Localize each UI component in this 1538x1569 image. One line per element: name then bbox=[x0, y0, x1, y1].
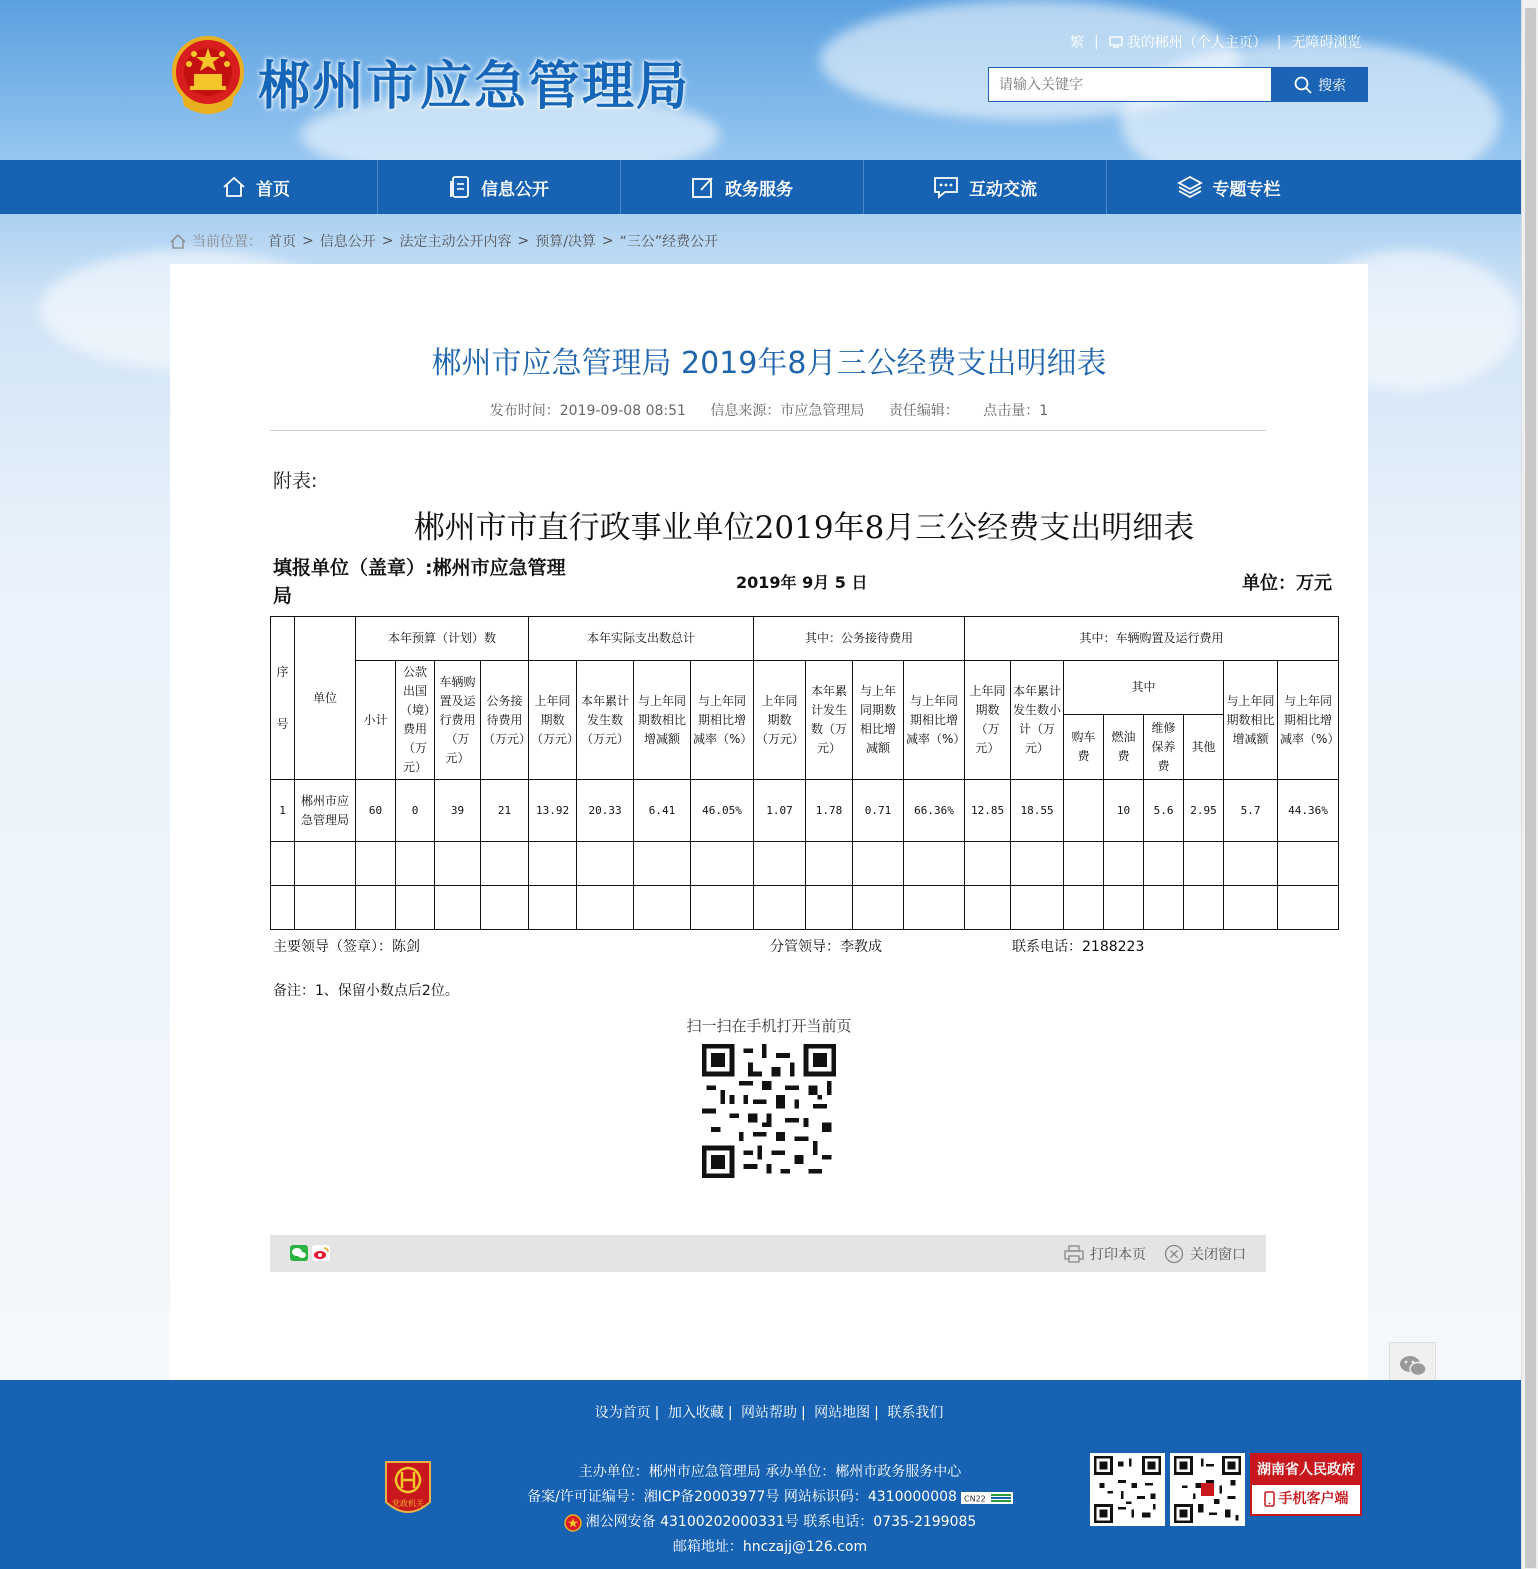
nav-item-topics[interactable] bbox=[1107, 160, 1350, 214]
money-unit: 单位：万元 bbox=[1242, 573, 1332, 594]
traditional-chinese-link[interactable]: 繁 bbox=[1070, 35, 1084, 51]
col-header: 与上年同期相比增减率（%） bbox=[1278, 661, 1339, 780]
share-bar bbox=[270, 1235, 1266, 1272]
monitor-icon bbox=[1109, 36, 1123, 48]
qr-caption: 扫一扫在手机打开当前页 bbox=[686, 1017, 852, 1035]
footer-link-sitemap[interactable]: 网站地图 bbox=[814, 1405, 871, 1421]
footer-link-favorite[interactable]: 加入收藏 bbox=[667, 1405, 724, 1421]
divider bbox=[270, 430, 1266, 431]
wechat-share-icon[interactable] bbox=[290, 1245, 308, 1261]
col-header: 公款出国（境）费用（万元） bbox=[396, 661, 435, 780]
article-title: 郴州市应急管理局 2019年8月三公经费支出明细表 bbox=[431, 346, 1107, 381]
table-cell: 66.36% bbox=[904, 780, 965, 842]
table-cell: 0.71 bbox=[853, 780, 904, 842]
accessible-browse-link[interactable]: 无障碍浏览 bbox=[1291, 35, 1362, 51]
col-header: 上年同期数（万元） bbox=[965, 661, 1011, 780]
header-sub: 其中 bbox=[1064, 661, 1224, 715]
nav-item-info[interactable] bbox=[378, 160, 621, 214]
site-title: 郴州市应急管理局 bbox=[258, 57, 691, 117]
search-button-label: 搜索 bbox=[1318, 77, 1346, 94]
search-button[interactable] bbox=[1272, 67, 1368, 102]
layers-icon bbox=[1177, 175, 1203, 199]
table-cell: 5.6 bbox=[1144, 780, 1184, 842]
weibo-share-icon[interactable] bbox=[312, 1245, 330, 1261]
nav-item-home[interactable] bbox=[135, 160, 378, 214]
breadcrumb-item-legal[interactable]: 法定主动公开内容 bbox=[399, 234, 512, 250]
home-icon bbox=[222, 176, 246, 198]
fill-date: 2019年 9月 5 日 bbox=[736, 573, 868, 592]
table-cell: 2.95 bbox=[1184, 780, 1224, 842]
table-cell: 1.07 bbox=[754, 780, 806, 842]
main-leader: 主要领导（签章）：陈剑 bbox=[273, 939, 420, 955]
breadcrumb-separator: > bbox=[302, 233, 314, 249]
info-source: 信息来源：市应急管理局 bbox=[710, 403, 865, 419]
col-header: 购车费 bbox=[1064, 715, 1104, 780]
table-cell: 60 bbox=[356, 780, 396, 842]
table-cell: 5.7 bbox=[1224, 780, 1278, 842]
table-cell: 44.36% bbox=[1278, 780, 1339, 842]
col-header: 维修保养费 bbox=[1144, 715, 1184, 780]
breadcrumb-separator: > bbox=[381, 233, 394, 249]
party-badge-label: 党政机关 bbox=[392, 1499, 424, 1508]
table-cell bbox=[1064, 780, 1104, 842]
party-government-badge-icon[interactable] bbox=[382, 1458, 434, 1522]
separator: | bbox=[1276, 34, 1282, 50]
col-header: 燃油费 bbox=[1104, 715, 1144, 780]
col-header: 车辆购置及运行费用（万元） bbox=[435, 661, 481, 780]
header-budget: 本年预算（计划）数 bbox=[356, 617, 529, 661]
footer-police-row bbox=[470, 1510, 1070, 1535]
table-row-empty bbox=[271, 886, 1339, 930]
col-header: 公务接待费用（万元） bbox=[481, 661, 529, 780]
police-emblem-icon bbox=[564, 1514, 582, 1532]
click-count: 点击量：1 bbox=[983, 403, 1049, 419]
col-header: 本年累计发生数（万元） bbox=[806, 661, 853, 780]
close-window-label: 关闭窗口 bbox=[1190, 1247, 1246, 1263]
nav-item-label: 互动交流 bbox=[969, 179, 1037, 200]
search-box bbox=[988, 67, 1368, 102]
breadcrumb-item-home[interactable]: 首页 bbox=[268, 234, 296, 250]
fill-unit: 填报单位（盖章）:郴州市应急管理局 bbox=[273, 557, 566, 607]
cn-domain-badge-icon bbox=[961, 1492, 1013, 1504]
footer-record: 备案/许可证编号：湘ICP备20003977号 网站标识码：4310000008 bbox=[527, 1489, 957, 1505]
table-row-empty bbox=[271, 842, 1339, 886]
breadcrumb-separator: > bbox=[601, 233, 614, 249]
national-emblem-icon bbox=[172, 36, 244, 114]
hunan-gov-app-badge[interactable] bbox=[1250, 1453, 1362, 1516]
qr-code-icon bbox=[702, 1044, 836, 1178]
breadcrumb-separator: > bbox=[517, 233, 530, 249]
header-actual: 本年实际支出数总计 bbox=[529, 617, 754, 661]
search-input[interactable] bbox=[988, 67, 1272, 102]
breadcrumb-item-three-public[interactable]: “三公”经费公开 bbox=[619, 234, 719, 250]
header-unit: 单位 bbox=[295, 617, 356, 780]
col-header: 本年累计发生数小计（万元） bbox=[1011, 661, 1064, 780]
breadcrumb-item-info[interactable]: 信息公开 bbox=[319, 234, 376, 250]
col-header: 与上年同期相比增减率（%） bbox=[904, 661, 965, 780]
document-icon bbox=[449, 175, 471, 199]
page-scrollbar[interactable] bbox=[1521, 0, 1538, 1569]
col-header: 与上年同期数相比增减额 bbox=[634, 661, 691, 780]
expense-table bbox=[270, 616, 1339, 930]
table-cell: 6.41 bbox=[634, 780, 691, 842]
nav-item-label: 政务服务 bbox=[725, 179, 793, 200]
col-header: 其他 bbox=[1184, 715, 1224, 780]
footer bbox=[0, 1380, 1521, 1569]
breadcrumb-label: 当前位置： bbox=[192, 234, 262, 250]
footer-email: 邮箱地址：hnczajj@126.com bbox=[672, 1539, 868, 1555]
footer-qr-code-icon bbox=[1170, 1453, 1245, 1526]
hunan-gov-label: 湖南省人民政府 bbox=[1252, 1455, 1360, 1485]
footer-link-help[interactable]: 网站帮助 bbox=[741, 1405, 797, 1421]
close-window-button[interactable] bbox=[1164, 1244, 1246, 1264]
phone-icon bbox=[1264, 1491, 1275, 1507]
col-header: 小计 bbox=[356, 661, 396, 780]
header-reception: 其中：公务接待费用 bbox=[754, 617, 965, 661]
my-chenzhou-label: 我的郴州（个人主页） bbox=[1126, 35, 1267, 51]
breadcrumb bbox=[170, 231, 718, 251]
col-header: 与上年同期相比增减率（%） bbox=[691, 661, 754, 780]
col-header: 上年同期数（万元） bbox=[754, 661, 806, 780]
print-label: 打印本页 bbox=[1090, 1247, 1146, 1263]
header-seq: 序号 bbox=[271, 617, 295, 780]
appendix-label: 附表: bbox=[273, 470, 318, 492]
table-cell: 20.33 bbox=[577, 780, 634, 842]
remark: 备注：1、保留小数点后2位。 bbox=[273, 983, 459, 999]
table-cell: 12.85 bbox=[965, 780, 1011, 842]
nav-item-label: 信息公开 bbox=[481, 179, 549, 200]
my-chenzhou-link[interactable] bbox=[1109, 32, 1267, 52]
chat-icon bbox=[933, 175, 959, 199]
footer-link-contact[interactable]: 联系我们 bbox=[887, 1405, 944, 1421]
header-vehicle: 其中：车辆购置及运行费用 bbox=[965, 617, 1339, 661]
table-cell: 10 bbox=[1104, 780, 1144, 842]
nav-item-label: 首页 bbox=[256, 179, 290, 200]
wechat-icon bbox=[1398, 1353, 1428, 1379]
footer-sponsor: 主办单位：郴州市应急管理局 承办单位：郴州市政务服务中心 bbox=[578, 1464, 962, 1480]
edit-icon bbox=[691, 175, 715, 199]
table-cell: 1 bbox=[271, 780, 295, 842]
table-cell: 39 bbox=[435, 780, 481, 842]
nav-item-label: 专题专栏 bbox=[1212, 179, 1281, 200]
col-header: 上年同期数（万元） bbox=[529, 661, 577, 780]
mobile-client-row bbox=[1252, 1485, 1360, 1513]
breadcrumb-item-budget[interactable]: 预算/决算 bbox=[535, 234, 596, 250]
cn-badge-label: CN22 bbox=[963, 1494, 986, 1503]
scrollbar-thumb[interactable] bbox=[1525, 8, 1536, 1568]
table-cell: 0 bbox=[396, 780, 435, 842]
document-title: 郴州市市直行政事业单位2019年8月三公经费支出明细表 bbox=[413, 510, 1195, 546]
footer-qr-code-icon bbox=[1090, 1453, 1165, 1526]
footer-record-row bbox=[470, 1485, 1070, 1510]
col-header: 与上年同期数相比增减额 bbox=[853, 661, 904, 780]
footer-police: 湘公网安备 43100202000331号 联系电话：0735-2199085 bbox=[585, 1514, 977, 1530]
search-icon bbox=[1294, 76, 1312, 94]
close-icon bbox=[1164, 1244, 1184, 1264]
footer-link-homepage[interactable]: 设为首页 bbox=[594, 1405, 651, 1421]
col-header: 本年累计发生数（万元） bbox=[577, 661, 634, 780]
printer-icon bbox=[1064, 1245, 1084, 1263]
col-header: 与上年同期数相比增减额 bbox=[1224, 661, 1278, 780]
contact-phone: 联系电话：2188223 bbox=[1012, 939, 1145, 955]
mobile-client-label: 手机客户端 bbox=[1278, 1491, 1349, 1507]
table-cell: 1.78 bbox=[806, 780, 853, 842]
nav-item-interaction[interactable] bbox=[864, 160, 1107, 214]
home-icon bbox=[170, 234, 186, 249]
table-cell: 郴州市应急管理局 bbox=[295, 780, 356, 842]
print-button[interactable] bbox=[1064, 1244, 1146, 1264]
top-links bbox=[1070, 32, 1361, 52]
deputy-leader: 分管领导：李教成 bbox=[770, 939, 882, 955]
publish-time: 发布时间：2019-09-08 08:51 bbox=[489, 403, 686, 419]
table-row bbox=[271, 780, 1339, 842]
footer-links: 设为首页 | 加入收藏 | 网站帮助 | 网站地图 | 联系我们 bbox=[594, 1405, 944, 1421]
table-cell: 21 bbox=[481, 780, 529, 842]
article-panel bbox=[170, 264, 1368, 1380]
separator: | bbox=[1094, 34, 1099, 50]
table-cell: 18.55 bbox=[1011, 780, 1064, 842]
main-nav bbox=[0, 160, 1521, 214]
table-cell: 46.05% bbox=[691, 780, 754, 842]
article-meta bbox=[170, 400, 1368, 420]
table-cell: 13.92 bbox=[529, 780, 577, 842]
nav-item-services[interactable] bbox=[621, 160, 864, 214]
footer-info bbox=[470, 1460, 1070, 1560]
editor: 责任编辑： bbox=[888, 403, 959, 419]
